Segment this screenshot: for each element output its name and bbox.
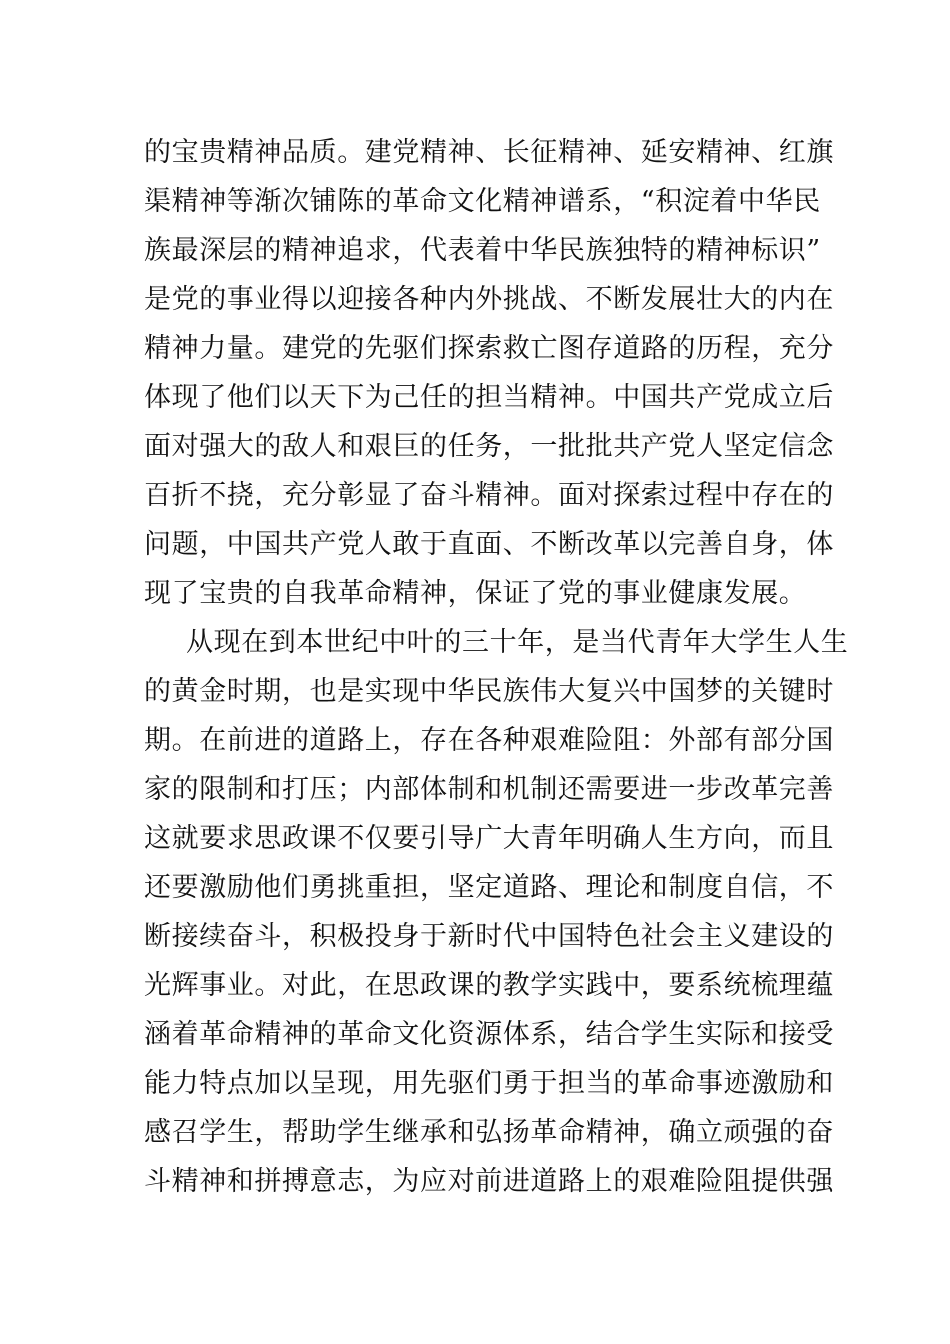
text-line: 这就要求思政课不仅要引导广大青年明确人生方向，而且 bbox=[144, 823, 834, 854]
text-line: 的宝贵精神品质。建党精神、长征精神、延安精神、红旗 bbox=[144, 137, 834, 168]
text-line: 精神力量。建党的先驱们探索救亡图存道路的历程，充分 bbox=[144, 333, 834, 364]
text-line: 百折不挠，充分彰显了奋斗精神。面对探索过程中存在的 bbox=[144, 480, 834, 511]
paragraph-start-line: 从现在到本世纪中叶的三十年，是当代青年大学生人生 bbox=[186, 627, 849, 658]
text-line: 问题，中国共产党人敢于直面、不断改革以完善自身，体 bbox=[144, 529, 834, 560]
text-line: 斗精神和拼搏意志，为应对前进道路上的艰难险阻提供强 bbox=[144, 1166, 834, 1197]
body-text bbox=[144, 128, 849, 1206]
text-line: 还要激励他们勇挑重担，坚定道路、理论和制度自信，不 bbox=[144, 872, 834, 903]
text-line: 的黄金时期，也是实现中华民族伟大复兴中国梦的关键时 bbox=[144, 676, 834, 707]
text-line: 是党的事业得以迎接各种内外挑战、不断发展壮大的内在 bbox=[144, 284, 834, 315]
text-line: 现了宝贵的自我革命精神，保证了党的事业健康发展。 bbox=[144, 578, 807, 609]
text-line: 感召学生，帮助学生继承和弘扬革命精神，确立顽强的奋 bbox=[144, 1117, 834, 1148]
text-line: 能力特点加以呈现，用先驱们勇于担当的革命事迹激励和 bbox=[144, 1068, 834, 1099]
text-line: 面对强大的敌人和艰巨的任务，一批批共产党人坚定信念 bbox=[144, 431, 834, 462]
text-line: 涵着革命精神的革命文化资源体系，结合学生实际和接受 bbox=[144, 1019, 834, 1050]
text-line: 族最深层的精神追求，代表着中华民族独特的精神标识” bbox=[144, 235, 821, 266]
text-line: 期。在前进的道路上，存在各种艰难险阻：外部有部分国 bbox=[144, 725, 834, 756]
text-line: 光辉事业。对此，在思政课的教学实践中，要系统梳理蕴 bbox=[144, 970, 834, 1001]
text-line: 体现了他们以天下为己任的担当精神。中国共产党成立后 bbox=[144, 382, 834, 413]
text-line: 断接续奋斗，积极投身于新时代中国特色社会主义建设的 bbox=[144, 921, 834, 952]
text-line: 渠精神等渐次铺陈的革命文化精神谱系，“积淀着中华民 bbox=[144, 186, 821, 217]
text-line: 家的限制和打压；内部体制和机制还需要进一步改革完善 bbox=[144, 774, 834, 805]
